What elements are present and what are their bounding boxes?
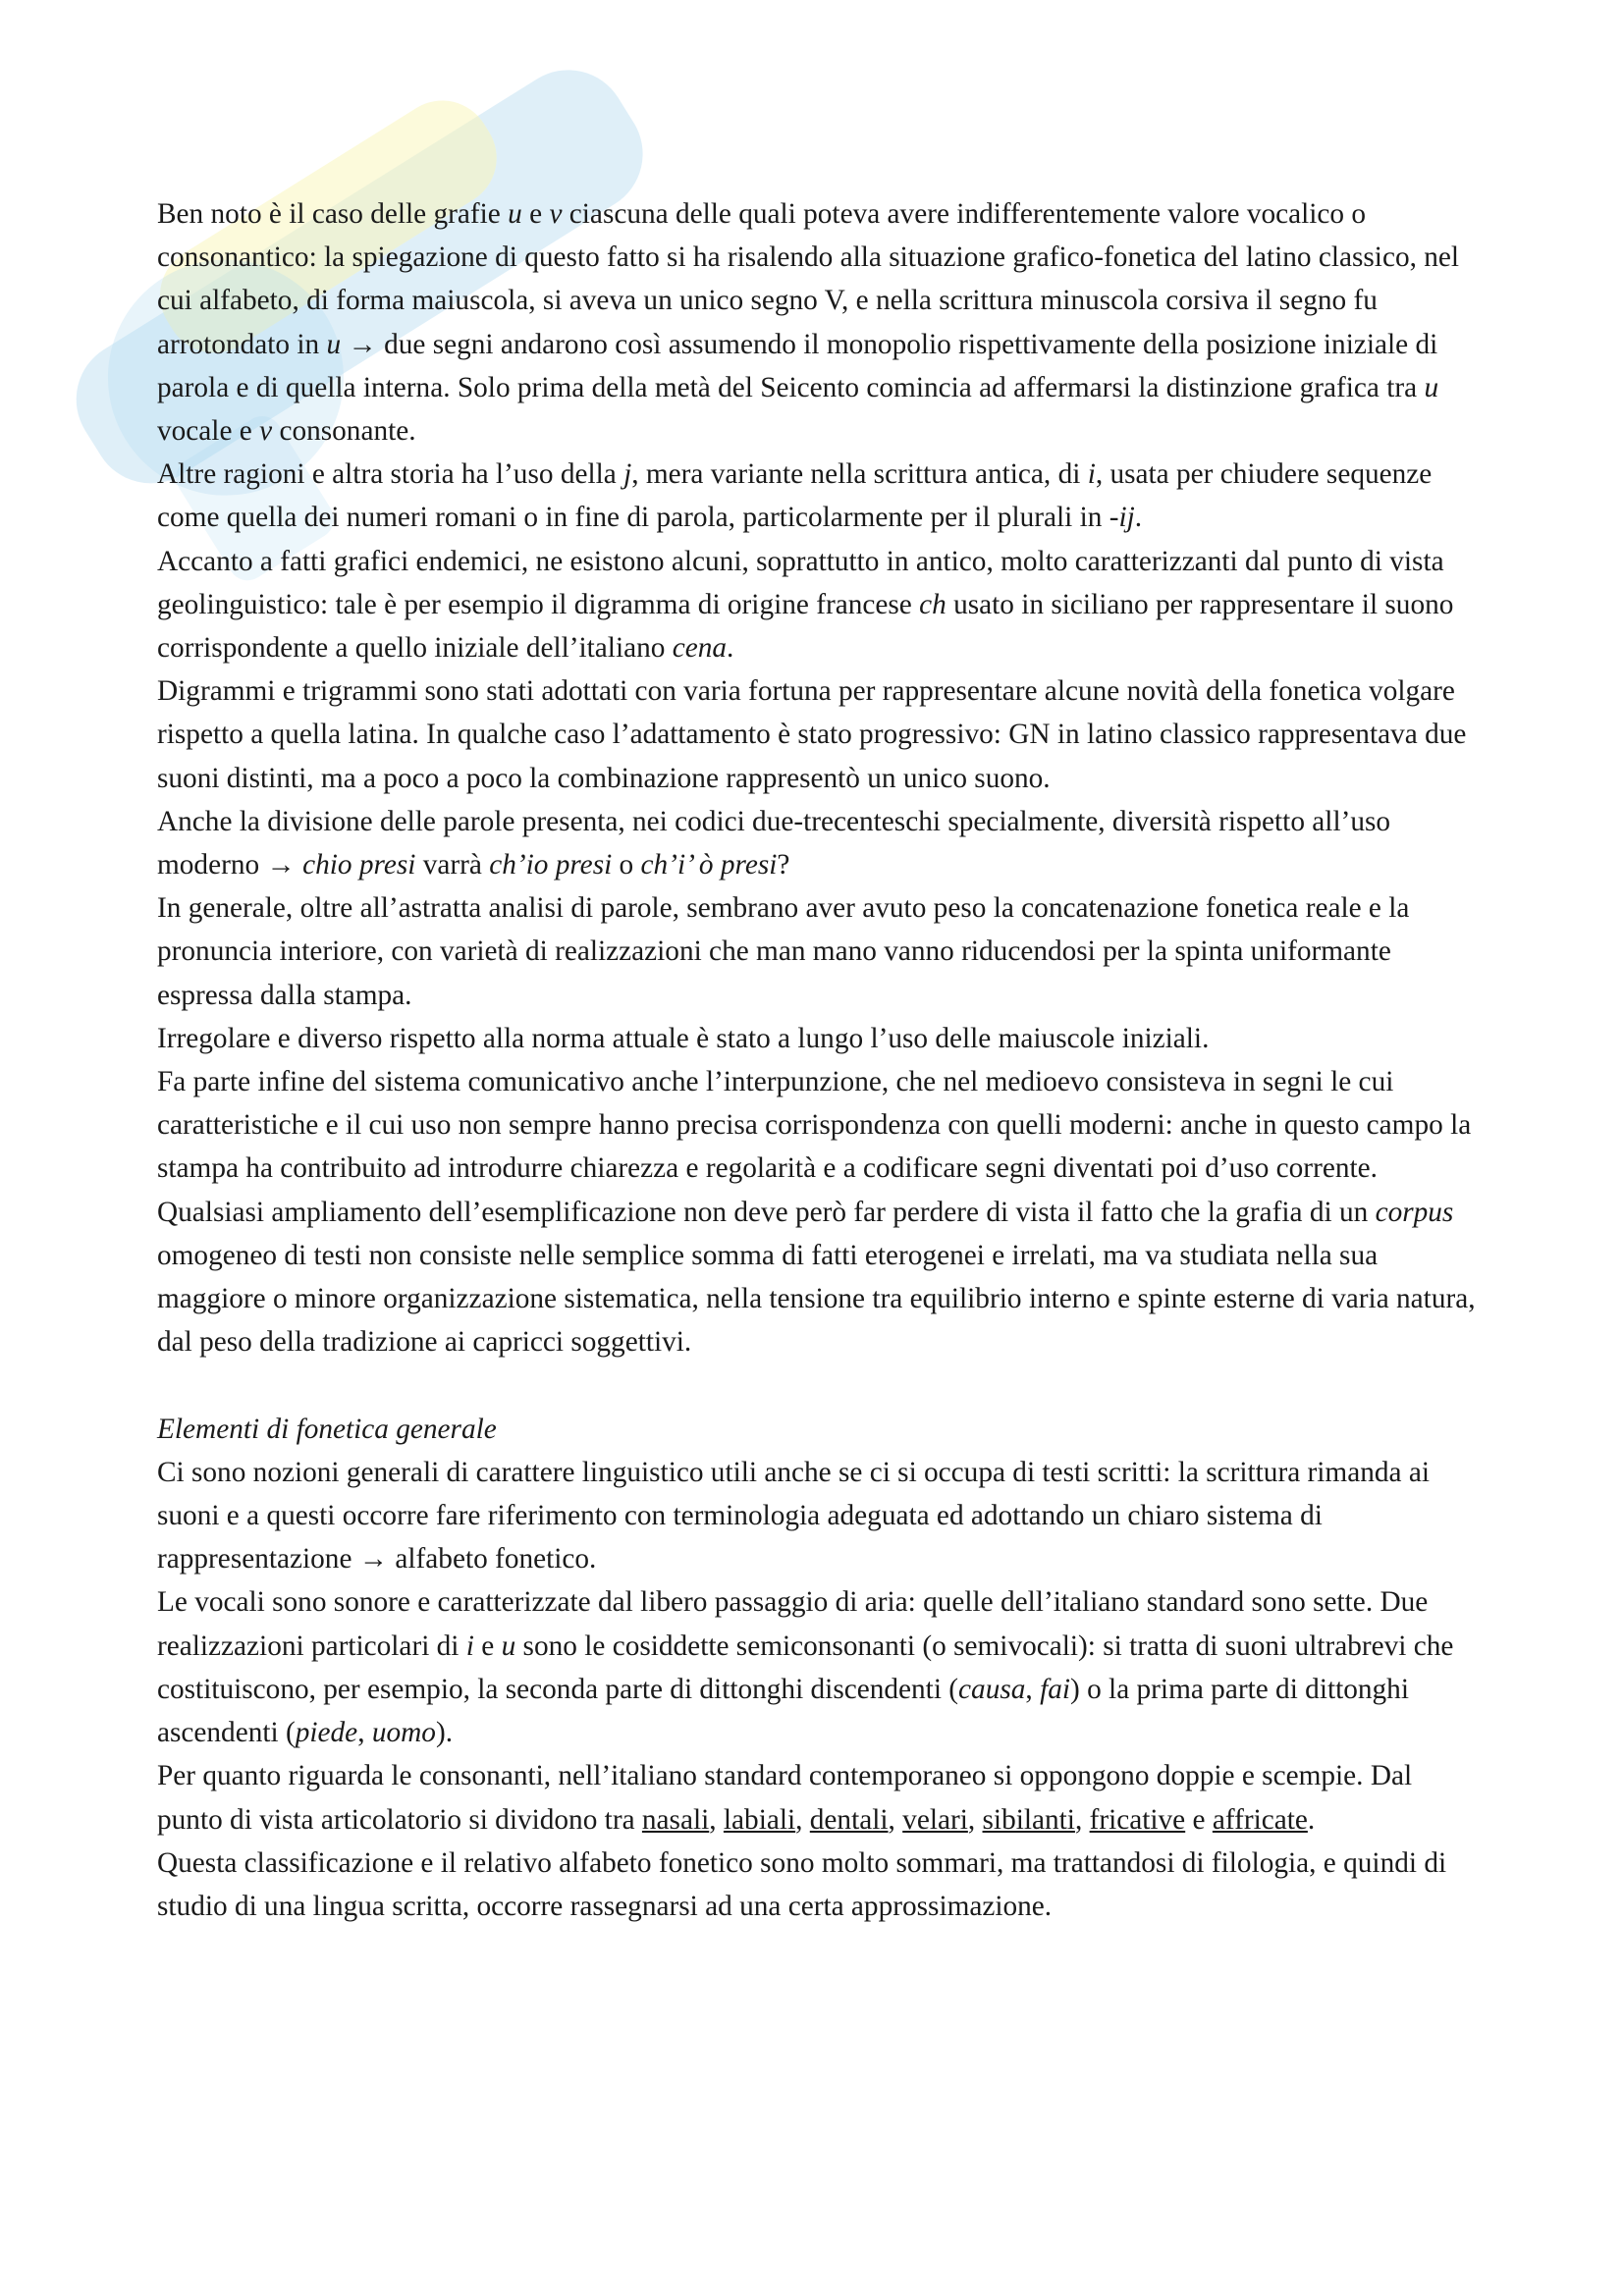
paragraph (157, 1017, 1478, 1060)
underlined-term: affricate (1212, 1803, 1308, 1836)
italic-text: cena (672, 632, 728, 665)
text-run: → due segni andarono così assumendo il monopolio rispettivamente della posizione iniziale di parola e di quella interna. Solo prima della metà del Seicento comincia ad affermarsi la distinzione grafica tra (157, 328, 1438, 403)
text-run: , usata per chiudere sequenze come quella dei numeri romani o in fine di parola, particolarmente per il plurali in (157, 458, 1433, 534)
italic-text: u (508, 198, 522, 230)
paragraph (157, 669, 1478, 800)
italic-text: piede (295, 1717, 358, 1749)
text-run: ) o la prima parte di dittonghi ascendenti ( (157, 1673, 1409, 1749)
text-run: Altre ragioni e altra storia ha l’uso della (157, 458, 624, 491)
text-run: , mera variante nella scrittura antica, di (631, 458, 1088, 491)
italic-text: ch (919, 588, 947, 620)
italic-text: ch’i’ ò presi (640, 849, 778, 881)
text-run: , (1025, 1673, 1041, 1705)
italic-text: v (259, 415, 273, 448)
paragraph (157, 540, 1478, 670)
italic-text: u (501, 1629, 516, 1662)
underlined-term: dentali (809, 1803, 889, 1836)
italic-text: -ij (1109, 502, 1135, 534)
paragraph-spacer (157, 1363, 1478, 1407)
paragraph (157, 1754, 1478, 1841)
text-run: sono le cosiddette semiconsonanti (o semivocali): si tratta di suoni ultrabrevi che costituiscono, per esempio, la seconda parte di dittonghi discendenti ( (157, 1629, 1454, 1705)
italic-text: u (1424, 371, 1439, 403)
text-run: Accanto a fatti grafici endemici, ne esistono alcuni, soprattutto in antico, molto caratterizzanti dal punto di vista geolinguistico: tale è per esempio il digramma di origine francese (157, 545, 1444, 620)
text-run: e (1185, 1803, 1213, 1836)
underlined-term: velari (902, 1803, 968, 1836)
italic-text: uomo (371, 1717, 436, 1749)
paragraph (157, 1060, 1478, 1191)
italic-text: ch’io presi (489, 849, 613, 881)
text-run: , (967, 1803, 983, 1836)
italic-text: i (465, 1629, 474, 1662)
italic-text: chio presi (302, 849, 416, 881)
italic-text: Elementi di fonetica generale (157, 1413, 497, 1445)
document-body (157, 192, 1478, 1928)
text-run: Digrammi e trigrammi sono stati adottati con varia fortuna per rappresentare alcune novità della fonetica volgare rispetto a quella latina. In qualche caso l’adattamento è stato progressivo: GN in latino classico rappresentava due suoni distinti, ma a poco a poco la combinazione rappresentò un unico suono. (157, 675, 1467, 794)
underlined-term: nasali (641, 1803, 710, 1836)
text-run: Anche la divisione delle parole presenta, nei codici due-trecenteschi specialmente, diversità rispetto all’uso moderno → (157, 805, 1391, 881)
text-run: Irregolare e diverso rispetto alla norma attuale è stato a lungo l’uso delle maiuscole iniziali. (157, 1022, 1210, 1054)
text-run: Fa parte infine del sistema comunicativo anche l’interpunzione, che nel medioevo consisteva in segni le cui caratteristiche e il cui uso non sempre hanno precisa corrispondenza con quelli moderni: anche in questo campo la stampa ha contribuito ad introdurre chiarezza e regolarità e a codificare segni diventati poi d’uso corrente. (157, 1066, 1472, 1185)
text-run: Per quanto riguarda le consonanti, nell’italiano standard contemporaneo si oppongono doppie e scempie. Dal punto di vista articolatorio si dividono tra (157, 1760, 1413, 1836)
text-run: omogeneo di testi non consiste nelle semplice somma di fatti eterogenei e irrelati, ma va studiata nella sua maggiore o minore organizzazione sistematica, nella tensione tra equilibrio interno e spinte esterne di varia natura, dal peso della tradizione ai capricci soggettivi. (157, 1239, 1476, 1359)
text-run: , (795, 1803, 810, 1836)
paragraph (157, 453, 1478, 539)
text-run: Le vocali sono sonore e caratterizzate dal libero passaggio di aria: quelle dell’italiano standard sono sette. Due realizzazioni particolari di (157, 1586, 1429, 1662)
paragraph (157, 1408, 1478, 1451)
text-run: , (357, 1717, 372, 1749)
text-run: varrà (415, 849, 490, 881)
text-run: In generale, oltre all’astratta analisi di parole, sembrano aver avuto peso la concatenazione fonetica reale e la pronuncia interiore, con varietà di realizzazioni che man mano vanno riducendosi per la spinta uniformante espressa dalla stampa. (157, 892, 1410, 1011)
italic-text: u (326, 328, 342, 360)
text-run: . (727, 632, 734, 665)
paragraph (157, 800, 1478, 886)
italic-text: causa (958, 1673, 1026, 1705)
text-run: e (521, 198, 550, 230)
text-run: Questa classificazione e il relativo alfabeto fonetico sono molto sommari, ma trattandosi di filologia, e quindi di studio di una lingua scritta, occorre rassegnarsi ad una certa approssimazione. (157, 1846, 1447, 1922)
italic-text: corpus (1375, 1196, 1454, 1228)
text-run: o (612, 849, 641, 881)
text-run: . (1307, 1803, 1316, 1836)
text-run: , (888, 1803, 903, 1836)
text-run: , (709, 1803, 724, 1836)
paragraph (157, 192, 1478, 453)
text-run: Ben noto è il caso delle grafie (157, 198, 509, 230)
text-run: Ci sono nozioni generali di carattere linguistico utili anche se ci si occupa di testi scritti: la scrittura rimanda ai suoni e a questi occorre fare riferimento con terminologia adeguata ed adottando un chiaro sistema di rappresentazione → alfabeto fonetico. (157, 1456, 1430, 1575)
text-run: vocale e (157, 415, 260, 448)
italic-text: v (549, 198, 563, 230)
paragraph (157, 1580, 1478, 1754)
text-run: usato in siciliano per rappresentare il suono corrispondente a quello iniziale dell’italiano (157, 588, 1454, 665)
text-run: Qualsiasi ampliamento dell’esemplificazione non deve però far perdere di vista il fatto che la grafia di un (157, 1196, 1376, 1228)
text-run: consonante. (272, 415, 416, 448)
text-run: e (473, 1629, 502, 1662)
paragraph (157, 1191, 1478, 1364)
underlined-term: labiali (723, 1803, 796, 1836)
italic-text: i (1087, 458, 1096, 491)
underlined-term: fricative (1089, 1803, 1186, 1836)
italic-text: fai (1040, 1673, 1070, 1705)
italic-text: j (623, 458, 632, 491)
paragraph (157, 1842, 1478, 1928)
underlined-term: sibilanti (982, 1803, 1075, 1836)
text-run: ciascuna delle quali poteva avere indifferentemente valore vocalico o consonantico: la spiegazione di questo fatto si ha risalendo alla situazione grafico-fonetica del latino classico, nel cui alfabeto, di forma maiuscola, si aveva un unico segno V, e nella scrittura minuscola corsiva il segno fu arrotondato in (157, 198, 1460, 360)
text-run: ). (435, 1717, 454, 1749)
text-run: . (1134, 502, 1143, 534)
text-run: , (1074, 1803, 1090, 1836)
text-run: ? (777, 849, 790, 881)
paragraph (157, 886, 1478, 1017)
paragraph (157, 1451, 1478, 1581)
